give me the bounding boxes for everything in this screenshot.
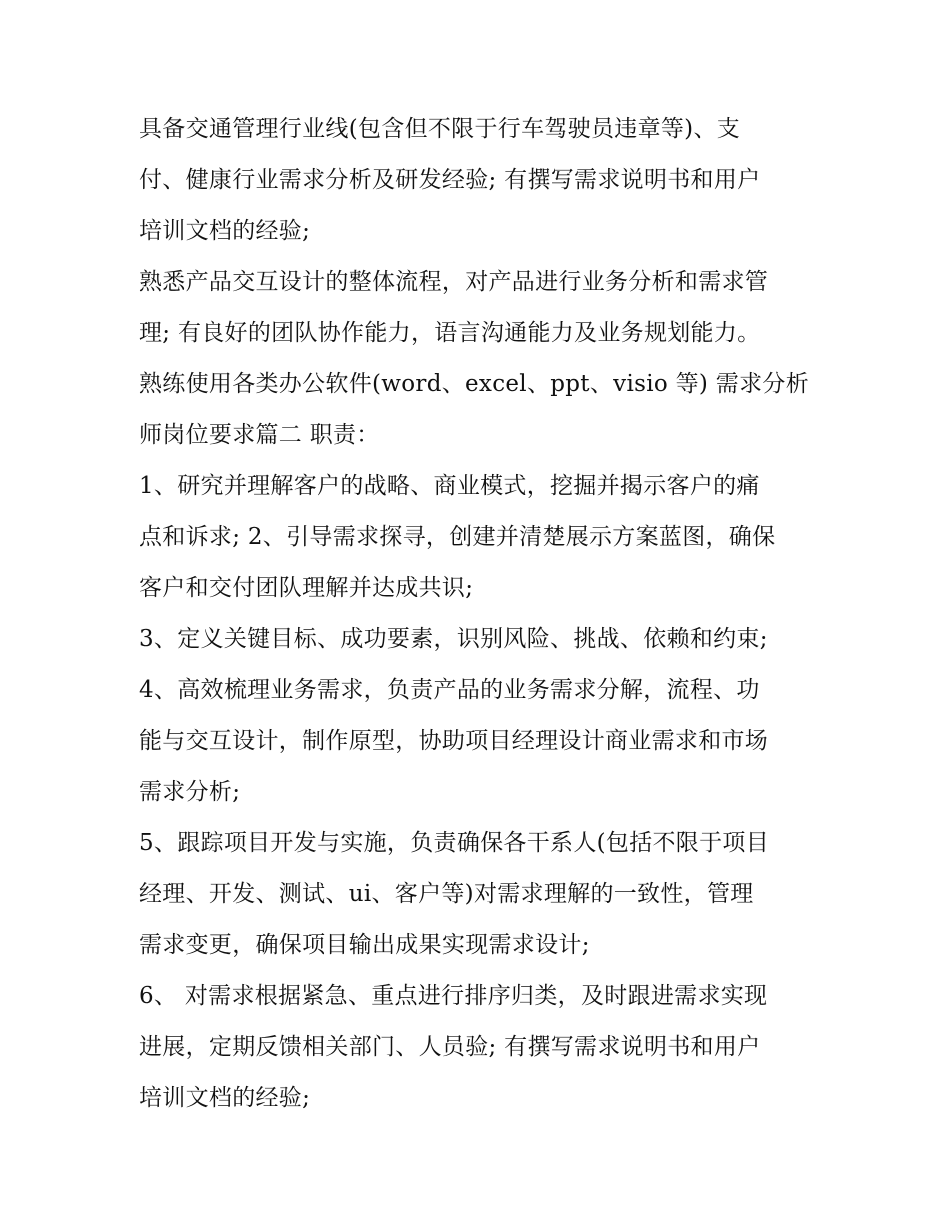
text-line-13: 能与交互设计，制作原型，协助项目经理设计商业需求和市场 <box>139 728 769 754</box>
text-line-7: 师岗位要求篇二 职责： <box>139 422 380 448</box>
text-line-2: 付、健康行业需求分析及研发经验; 有撰写需求说明书和用户 <box>139 167 761 193</box>
text-line-10: 客户和交付团队理解并达成共识; <box>139 575 474 601</box>
text-line-18: 6、 对需求根据紧急、重点进行排序归类，及时跟进需求实现 <box>139 983 768 1009</box>
text-line-19: 进展，定期反馈相关部门、人员验; 有撰写需求说明书和用户 <box>139 1034 761 1060</box>
text-line-1: 具备交通管理行业线(包含但不限于行车驾驶员违章等)、支 <box>139 116 741 142</box>
text-line-14: 需求分析; <box>139 779 241 805</box>
text-line-16: 经理、开发、测试、ui、客户等)对需求理解的一致性，管理 <box>139 881 754 907</box>
text-line-11: 3、定义关键目标、成功要素，识别风险、挑战、依赖和约束; <box>139 626 768 652</box>
document-body <box>139 104 819 1124</box>
text-line-8: 1、研究并理解客户的战略、商业模式，挖掘并揭示客户的痛 <box>139 473 760 499</box>
text-line-3: 培训文档的经验; <box>139 218 311 244</box>
text-line-5: 理; 有良好的团队协作能力，语言沟通能力及业务规划能力。 <box>139 320 761 346</box>
text-line-20: 培训文档的经验; <box>139 1085 311 1111</box>
text-line-15: 5、跟踪项目开发与实施，负责确保各干系人(包括不限于项目 <box>139 830 770 856</box>
text-line-6: 熟练使用各类办公软件(word、excel、ppt、visio 等) 需求分析 <box>139 371 809 397</box>
text-line-4: 熟悉产品交互设计的整体流程，对产品进行业务分析和需求管 <box>139 269 769 295</box>
text-line-17: 需求变更，确保项目输出成果实现需求设计; <box>139 932 590 958</box>
text-line-12: 4、高效梳理业务需求，负责产品的业务需求分解，流程、功 <box>139 677 760 703</box>
text-line-9: 点和诉求; 2、引导需求探寻，创建并清楚展示方案蓝图，确保 <box>139 524 776 550</box>
